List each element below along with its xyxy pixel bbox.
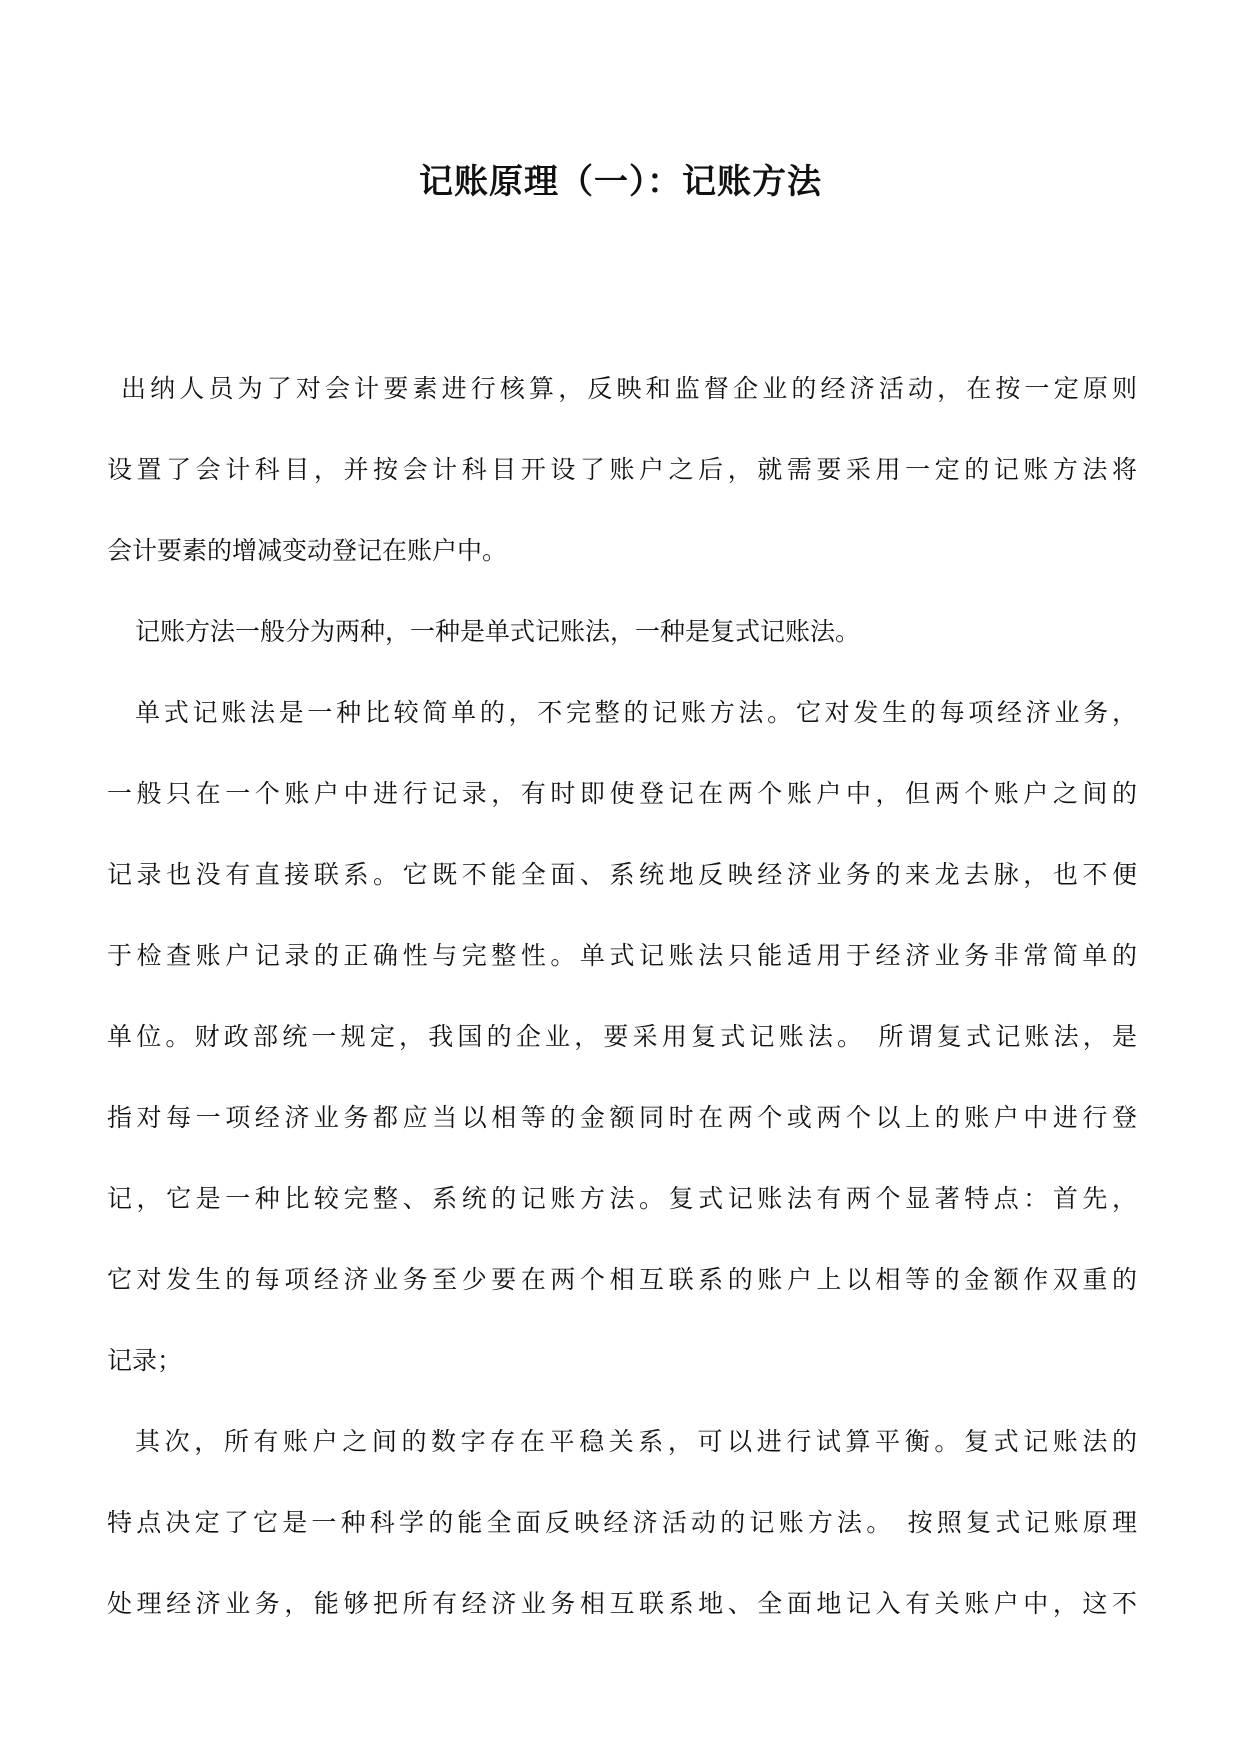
- body-line: 它对发生的每项经济业务至少要在两个相互联系的账户上以相等的金额作双重的: [107, 1265, 1137, 1294]
- body-line: 一般只在一个账户中进行记录，有时即使登记在两个账户中，但两个账户之间的: [107, 779, 1137, 808]
- body-line: 记，它是一种比较完整、系统的记账方法。复式记账法有两个显著特点：首先，: [107, 1184, 1137, 1213]
- body-line: 指对每一项经济业务都应当以相等的金额同时在两个或两个以上的账户中进行登: [107, 1103, 1137, 1132]
- body-line: 单式记账法是一种比较简单的，不完整的记账方法。它对发生的每项经济业务，: [135, 698, 1137, 727]
- body-line: 单位。财政部统一规定，我国的企业，要采用复式记账法。 所谓复式记账法，是: [107, 1022, 1137, 1051]
- body-line: 于检查账户记录的正确性与完整性。单式记账法只能适用于经济业务非常简单的: [107, 941, 1137, 970]
- body-line: 其次，所有账户之间的数字存在平稳关系，可以进行试算平衡。复式记账法的: [135, 1427, 1137, 1456]
- body-line: 会计要素的增减变动登记在账户中。: [107, 536, 508, 565]
- body-line: 记账方法一般分为两种，一种是单式记账法，一种是复式记账法。: [135, 617, 861, 646]
- body-line: 设置了会计科目，并按会计科目开设了账户之后，就需要采用一定的记账方法将: [107, 455, 1137, 484]
- body-line: 记录也没有直接联系。它既不能全面、系统地反映经济业务的来龙去脉，也不便: [107, 860, 1137, 889]
- body-line: 记录；: [107, 1346, 183, 1375]
- body-line: 特点决定了它是一种科学的能全面反映经济活动的记账方法。 按照复式记账原理: [107, 1508, 1137, 1537]
- document-title: 记账原理（一）：记账方法: [419, 162, 822, 202]
- body-line: 处理经济业务，能够把所有经济业务相互联系地、全面地记入有关账户中，这不: [107, 1589, 1137, 1618]
- document-body: [107, 348, 1137, 1644]
- body-line: 出纳人员为了对会计要素进行核算，反映和监督企业的经济活动，在按一定原则: [121, 374, 1137, 403]
